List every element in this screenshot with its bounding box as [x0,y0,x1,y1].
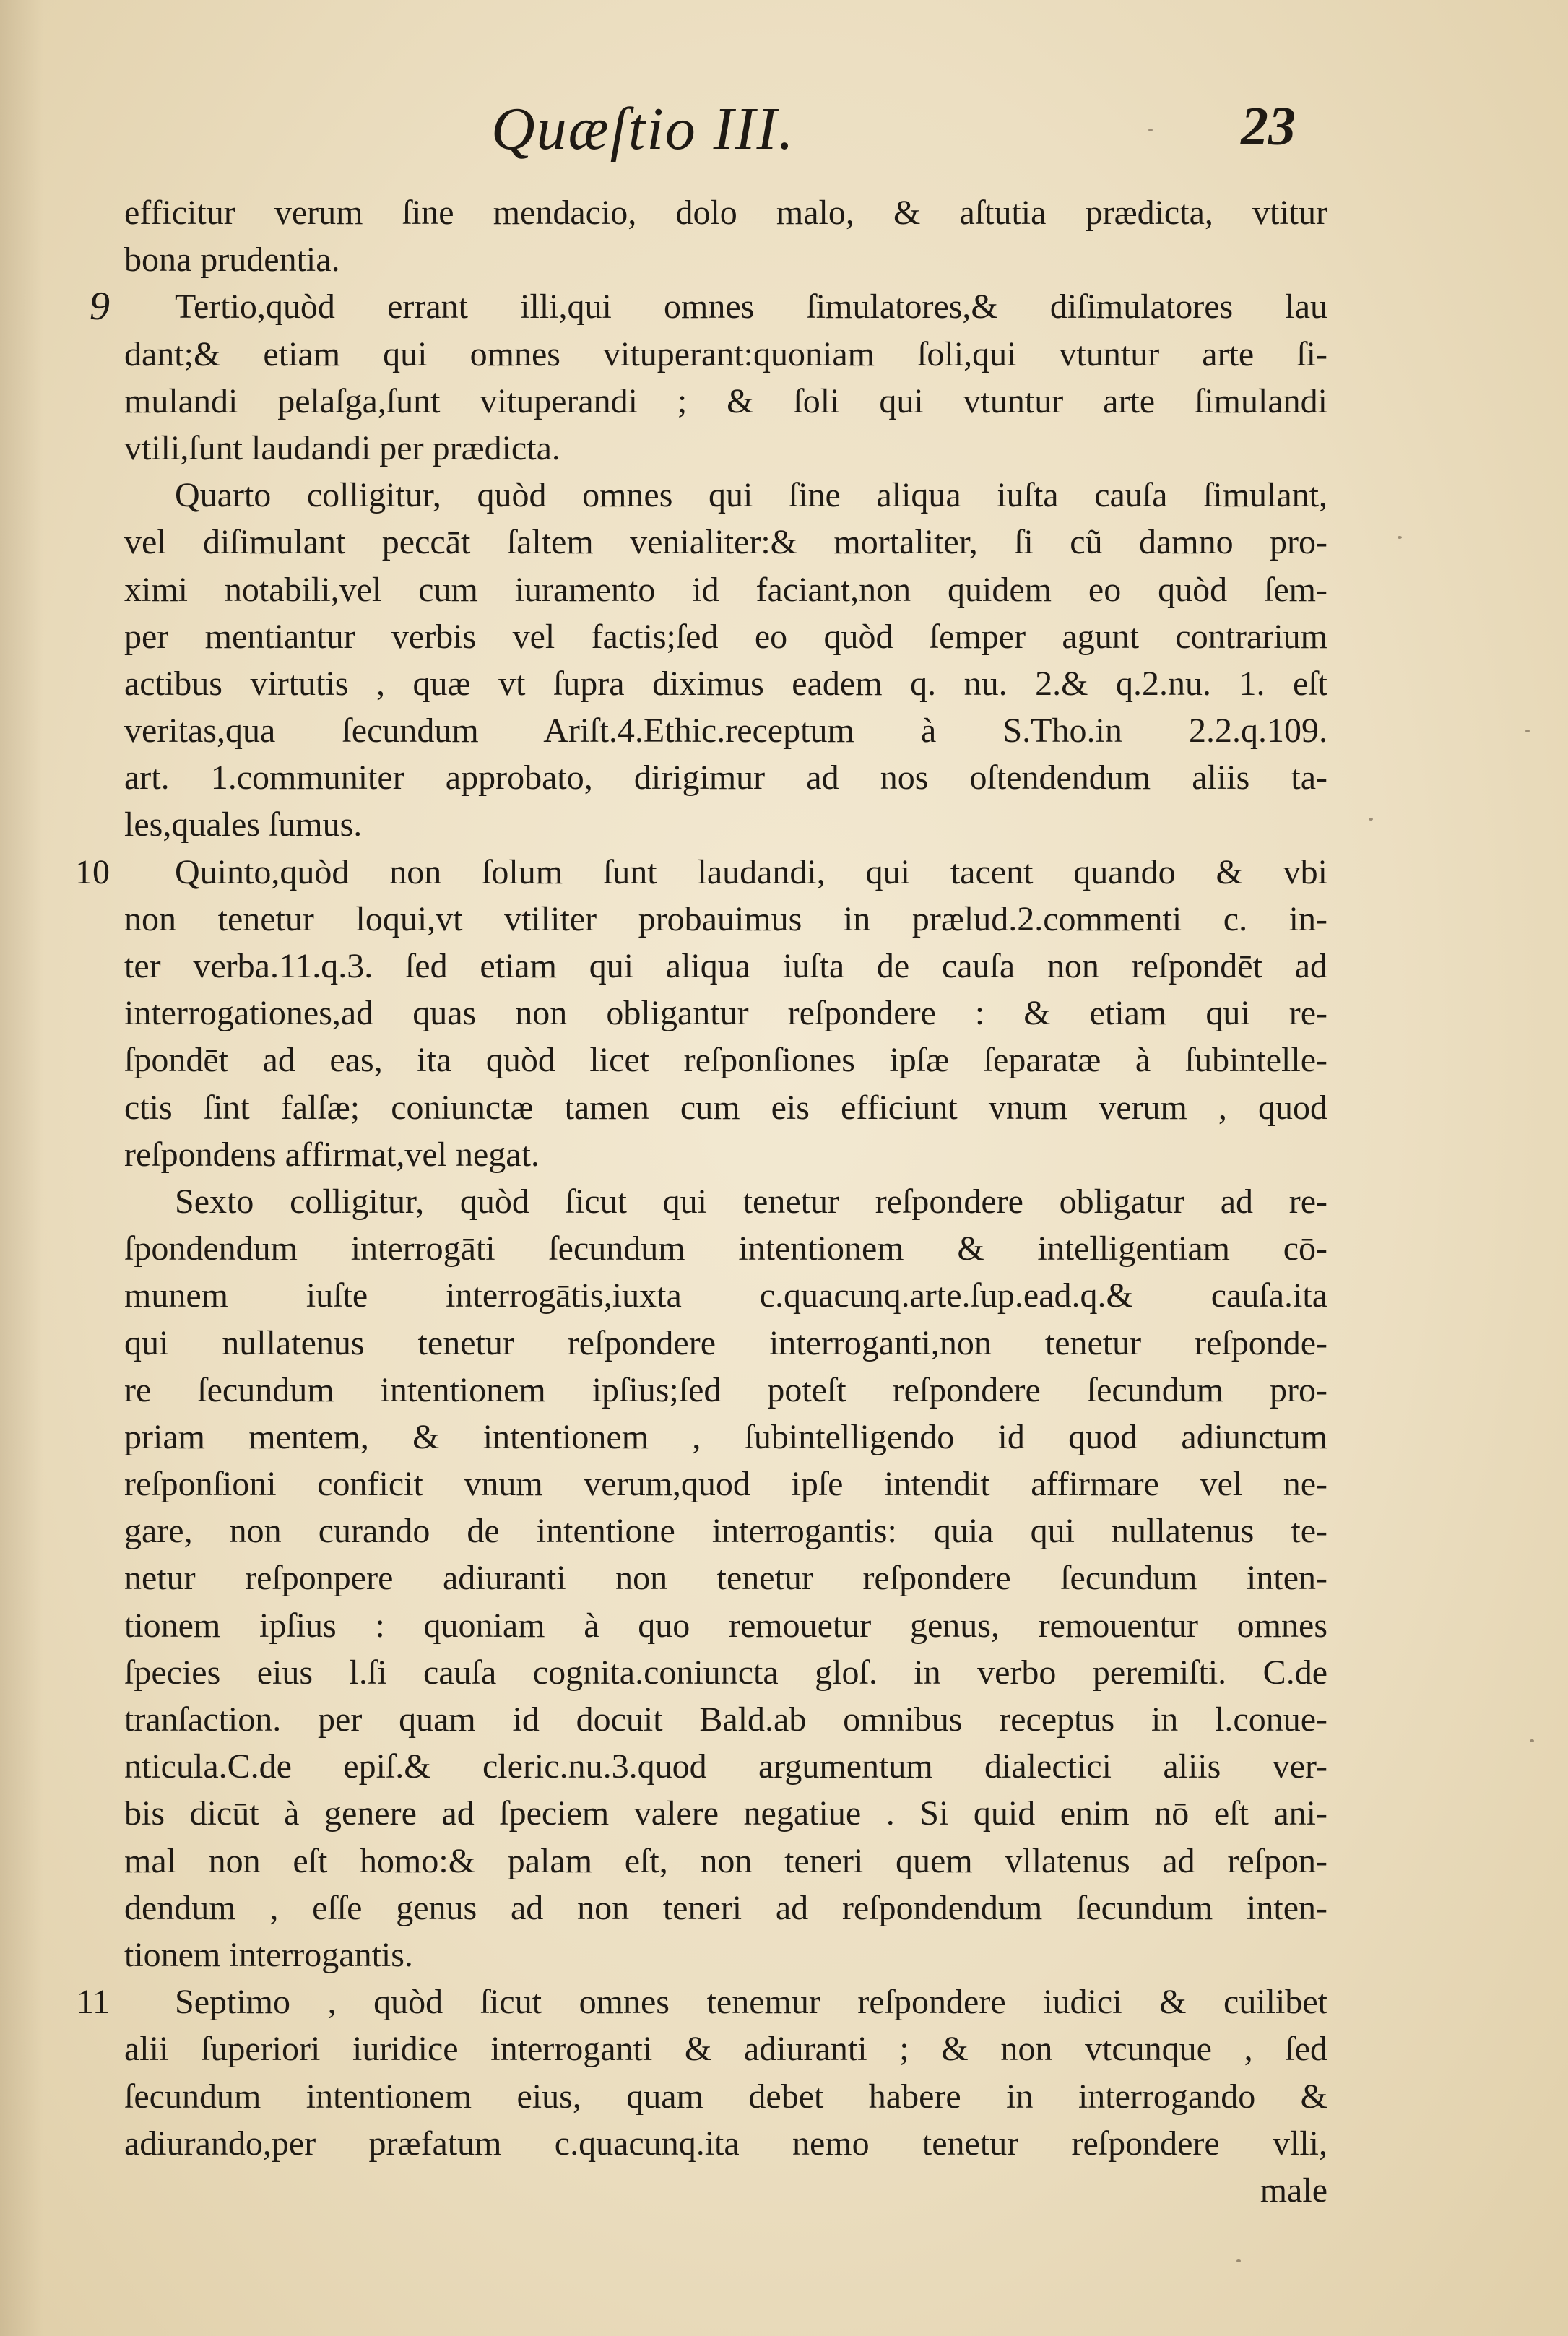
line-text: Quarto colligitur, quòd omnes qui ſine aliqua iuſta cauſa ſimulant, [175,476,1327,515]
line-text: re ſecundum intentionem ipſius;ſed poteſt reſpondere ſecundum pro- [124,1370,1327,1409]
text-line [124,1838,1327,1885]
text-line [124,613,1327,660]
line-text: vel diſimulant peccāt ſaltem venialiter:& mortaliter, ſi cũ damno pro- [124,523,1327,562]
paper-speck [1148,129,1153,131]
line-text: ſecundum intentionem eius, quam debet habere in interrogando & [124,2077,1327,2116]
line-text: reſponſioni conficit vnum verum,quod ipſe intendit affirmare vel ne- [124,1465,1327,1504]
text-line [124,1320,1327,1367]
line-text: bona prudentia. [124,241,340,280]
text-line [124,1743,1327,1790]
text-line [124,1367,1327,1414]
line-text: alii ſuperiori iuridice interroganti & adiuranti ; & non vtcunque , ſed [124,2030,1327,2069]
line-text: munem iuſte interrogātis,iuxta c.quacunq.arte.ſup.ead.q.& cauſa.ita [124,1276,1327,1315]
page-number: 23 [1241,96,1296,157]
text-line [124,801,1327,848]
line-text: dant;& etiam qui omnes vituperant:quoniam ſoli,qui vtuntur arte ſi- [124,334,1327,373]
body-text [75,189,1327,2214]
text-line [124,189,1327,236]
text-line [124,2025,1327,2072]
text-line [124,707,1327,754]
paper-speck [1236,2259,1241,2262]
text-line [124,1272,1327,1319]
line-text: efficitur verum ſine mendacio, dolo malo, & aſtutia prædicta, vtitur [124,194,1327,232]
line-text: actibus virtutis , quæ vt ſupra diximus eadem q. nu. 2.& q.2.nu. 1. eſt [124,664,1327,703]
line-text: Septimo , quòd ſicut omnes tenemur reſpondere iudici & cuilibet [175,1983,1327,2022]
text-line [124,990,1327,1037]
text-line [124,1554,1327,1601]
text-line [124,1225,1327,1272]
line-text: priam mentem, & intentionem , ſubintelligendo id quod adiunctum [124,1417,1327,1456]
text-line [124,1790,1327,1837]
text-line [124,1461,1327,1507]
line-text: mulandi pelaſga,ſunt vituperandi ; & ſoli qui vtuntur arte ſimulandi [124,381,1327,420]
text-line [124,425,1327,472]
text-line [124,1414,1327,1461]
line-text: Quinto,quòd non ſolum ſunt laudandi, qui tacent quando & vbi [175,852,1327,891]
text-line [90,283,1327,330]
line-text: ter verba.11.q.3. ſed etiam qui aliqua iuſta de cauſa non reſpondēt ad [124,947,1327,985]
line-text: art. 1.communiter approbato, dirigimur ad nos oſtendendum aliis ta- [124,758,1327,797]
line-text: interrogationes,ad quas non obligantur reſpondere : & etiam qui re- [124,994,1327,1033]
text-line [124,1602,1327,1649]
line-text: Sexto colligitur, quòd ſicut qui tenetur reſpondere obligatur ad re- [175,1182,1327,1221]
text-line [124,236,1327,283]
line-text: veritas,qua ſecundum Ariſt.4.Ethic.receptum à S.Tho.in 2.2.q.109. [124,711,1327,750]
line-text: nticula.C.de epiſ.& cleric.nu.3.quod argumentum dialectici aliis ver- [124,1747,1327,1786]
text-line [124,1885,1327,1931]
line-text: bis dicūt à genere ad ſpeciem valere negatiue . Si quid enim nō eſt ani- [124,1794,1327,1833]
line-text: ſpecies eius l.ſi cauſa cognita.coniuncta gloſ. in verbo peremiſti. C.de [124,1653,1327,1692]
text-line [76,1978,1327,2025]
line-text: les,quales ſumus. [124,805,363,844]
page-edge-shadow [0,0,43,2336]
line-text: qui nullatenus tenetur reſpondere interroganti,non tenetur reſponde- [124,1323,1327,1362]
line-text: non tenetur loqui,vt vtiliter probauimus in prælud.2.commenti c. in- [124,899,1327,938]
line-text: ctis ſint falſæ; coniunctæ tamen cum eis efficiunt vnum verum , quod [124,1088,1327,1127]
marginal-number: 9 [90,284,110,329]
text-line [124,896,1327,943]
text-line [124,519,1327,566]
line-text: gare, non curando de intentione interrogantis: quia qui nullatenus te- [124,1512,1327,1551]
marginal-number: 11 [76,1983,110,2022]
page-header [0,94,1568,173]
text-line [124,660,1327,707]
paper-speck [1525,730,1530,732]
text-line [124,472,1327,519]
line-text: ximi notabili,vel cum iuramento id faciant,non quidem eo quòd ſem- [124,570,1327,609]
line-text: adiurando,per præfatum c.quacunq.ita nemo tenetur reſpondere vlli, [124,2124,1327,2163]
line-text: tionem interrogantis. [124,1935,413,1974]
text-line [124,1084,1327,1131]
text-line [124,2167,1327,2214]
running-title: Quæſtio III. [491,95,795,163]
line-text: Tertio,quòd errant illi,qui omnes ſimulatores,& diſimulatores lau [175,287,1327,326]
text-line [124,2073,1327,2120]
paper-speck [1398,536,1402,539]
line-text: dendum , eſſe genus ad non teneri ad reſpondendum ſecundum inten- [124,1888,1327,1927]
line-text: reſpondens affirmat,vel negat. [124,1135,540,1174]
text-line [124,1507,1327,1554]
text-line [124,1131,1327,1178]
text-line [124,1178,1327,1225]
text-line [124,331,1327,378]
line-text: tranſaction. per quam id docuit Bald.ab omnibus receptus in l.conue- [124,1700,1327,1739]
line-text: vtili,ſunt laudandi per prædicta. [124,428,560,467]
text-line [124,1037,1327,1083]
text-line [124,943,1327,990]
line-text: male [1260,2171,1327,2210]
text-line [124,754,1327,801]
marginal-number: 10 [75,852,110,891]
line-text: per mentiantur verbis vel factis;ſed eo quòd ſemper agunt contrarium [124,617,1327,656]
paper-speck [1530,1739,1534,1742]
line-text: tionem ipſius : quoniam à quo remouetur genus, remouentur omnes [124,1606,1327,1645]
text-line [124,1931,1327,1978]
text-line [124,1649,1327,1696]
text-line [124,2120,1327,2167]
line-text: mal non eſt homo:& palam eſt, non teneri quem vllatenus ad reſpon- [124,1841,1327,1880]
line-text: ſpondendum interrogāti ſecundum intentionem & intelligentiam cō- [124,1229,1327,1268]
paper-speck [1369,818,1373,821]
text-line [75,849,1327,896]
text-line [124,378,1327,425]
line-text: netur reſponpere adiuranti non tenetur reſpondere ſecundum inten- [124,1559,1327,1598]
line-text: ſpondēt ad eas, ita quòd licet reſponſiones ipſæ ſeparatæ à ſubintelle- [124,1041,1327,1080]
text-line [124,1696,1327,1743]
text-line [124,566,1327,613]
